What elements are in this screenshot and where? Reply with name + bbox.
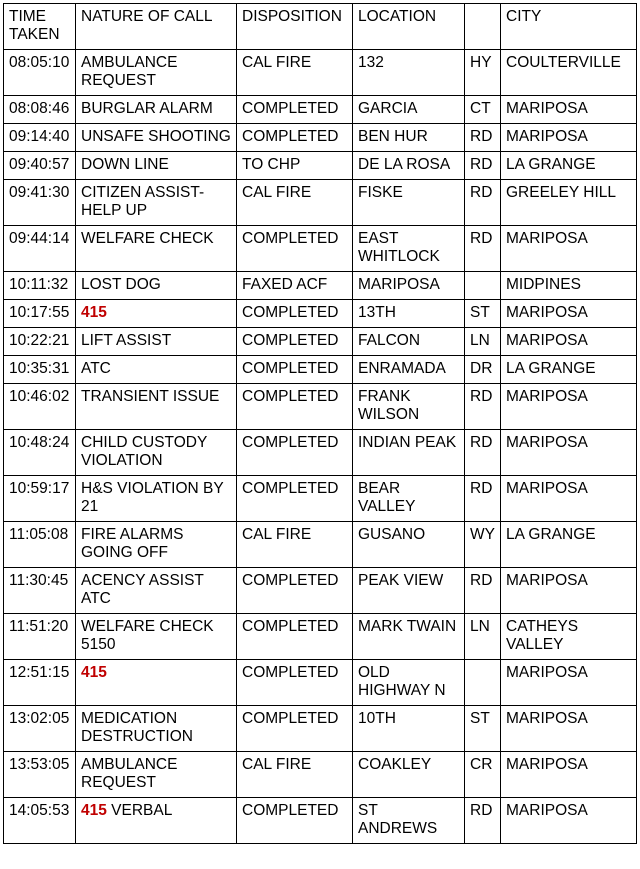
table-row: [4, 226, 637, 272]
column-header-time-taken: TIME TAKEN: [4, 4, 76, 50]
disposition-cell: COMPLETED: [237, 660, 353, 706]
table-row: [4, 180, 637, 226]
table-row: [4, 752, 637, 798]
city-cell: MARIPOSA: [501, 384, 637, 430]
time-cell: 09:40:57: [4, 152, 76, 180]
disposition-cell: COMPLETED: [237, 384, 353, 430]
disposition-cell: COMPLETED: [237, 124, 353, 152]
nature-cell: [76, 522, 237, 568]
street-suffix-cell: RD: [465, 430, 501, 476]
street-suffix-cell: HY: [465, 50, 501, 96]
disposition-cell: COMPLETED: [237, 706, 353, 752]
city-cell: MARIPOSA: [501, 752, 637, 798]
location-cell: ENRAMADA: [353, 356, 465, 384]
nature-text: AMBULANCE REQUEST: [81, 54, 178, 89]
table-row: [4, 798, 637, 844]
column-header-location: LOCATION: [353, 4, 465, 50]
time-cell: 09:14:40: [4, 124, 76, 152]
time-cell: 11:05:08: [4, 522, 76, 568]
table-row: [4, 568, 637, 614]
street-suffix-cell: RD: [465, 124, 501, 152]
street-suffix-cell: RD: [465, 384, 501, 430]
header-row: [4, 4, 637, 50]
time-cell: 08:08:46: [4, 96, 76, 124]
city-cell: LA GRANGE: [501, 522, 637, 568]
city-cell: MARIPOSA: [501, 124, 637, 152]
table-row: [4, 50, 637, 96]
disposition-cell: CAL FIRE: [237, 752, 353, 798]
nature-cell: [76, 614, 237, 660]
nature-cell: [76, 660, 237, 706]
nature-cell: [76, 124, 237, 152]
location-cell: INDIAN PEAK: [353, 430, 465, 476]
location-cell: BEAR VALLEY: [353, 476, 465, 522]
disposition-cell: COMPLETED: [237, 476, 353, 522]
location-cell: 13TH: [353, 300, 465, 328]
location-cell: FISKE: [353, 180, 465, 226]
table-row: [4, 614, 637, 660]
city-cell: MARIPOSA: [501, 430, 637, 476]
nature-cell: [76, 430, 237, 476]
nature-cell: [76, 96, 237, 124]
street-suffix-cell: LN: [465, 614, 501, 660]
table-row: [4, 522, 637, 568]
time-cell: 08:05:10: [4, 50, 76, 96]
time-cell: 09:44:14: [4, 226, 76, 272]
call-code: 415: [81, 304, 107, 321]
nature-text: VERBAL: [106, 802, 173, 819]
table-row: [4, 356, 637, 384]
city-cell: CATHEYS VALLEY: [501, 614, 637, 660]
nature-cell: [76, 50, 237, 96]
nature-text: AMBULANCE REQUEST: [81, 756, 178, 791]
street-suffix-cell: RD: [465, 476, 501, 522]
street-suffix-cell: RD: [465, 798, 501, 844]
nature-cell: [76, 180, 237, 226]
disposition-cell: COMPLETED: [237, 568, 353, 614]
location-cell: MARIPOSA: [353, 272, 465, 300]
nature-text: DOWN LINE: [81, 156, 169, 173]
street-suffix-cell: [465, 272, 501, 300]
time-cell: 10:11:32: [4, 272, 76, 300]
nature-text: FIRE ALARMS GOING OFF: [81, 526, 184, 561]
table-row: [4, 384, 637, 430]
nature-text: MEDICATION DESTRUCTION: [81, 710, 193, 745]
disposition-cell: COMPLETED: [237, 328, 353, 356]
disposition-cell: COMPLETED: [237, 614, 353, 660]
location-cell: ST ANDREWS: [353, 798, 465, 844]
table-row: [4, 96, 637, 124]
time-cell: 10:59:17: [4, 476, 76, 522]
location-cell: DE LA ROSA: [353, 152, 465, 180]
street-suffix-cell: ST: [465, 706, 501, 752]
nature-cell: [76, 226, 237, 272]
nature-cell: [76, 568, 237, 614]
table-row: [4, 476, 637, 522]
column-header-nature-of-call: NATURE OF CALL: [76, 4, 237, 50]
street-suffix-cell: ST: [465, 300, 501, 328]
street-suffix-cell: CT: [465, 96, 501, 124]
time-cell: 11:51:20: [4, 614, 76, 660]
time-cell: 10:22:21: [4, 328, 76, 356]
disposition-cell: CAL FIRE: [237, 522, 353, 568]
city-cell: MARIPOSA: [501, 568, 637, 614]
disposition-cell: FAXED ACF: [237, 272, 353, 300]
call-log-table: [3, 3, 637, 844]
location-cell: PEAK VIEW: [353, 568, 465, 614]
nature-text: BURGLAR ALARM: [81, 100, 213, 117]
time-cell: 12:51:15: [4, 660, 76, 706]
nature-cell: [76, 384, 237, 430]
nature-text: TRANSIENT ISSUE: [81, 388, 220, 405]
nature-cell: [76, 328, 237, 356]
city-cell: MARIPOSA: [501, 226, 637, 272]
location-cell: OLD HIGHWAY N: [353, 660, 465, 706]
nature-cell: [76, 152, 237, 180]
table-row: [4, 430, 637, 476]
nature-text: LOST DOG: [81, 276, 161, 293]
city-cell: MARIPOSA: [501, 328, 637, 356]
city-cell: MARIPOSA: [501, 798, 637, 844]
time-cell: 14:05:53: [4, 798, 76, 844]
location-cell: FRANK WILSON: [353, 384, 465, 430]
nature-cell: [76, 798, 237, 844]
column-header-city: CITY: [501, 4, 637, 50]
street-suffix-cell: WY: [465, 522, 501, 568]
disposition-cell: COMPLETED: [237, 300, 353, 328]
disposition-cell: COMPLETED: [237, 430, 353, 476]
nature-text: WELFARE CHECK 5150: [81, 618, 214, 653]
location-cell: COAKLEY: [353, 752, 465, 798]
street-suffix-cell: RD: [465, 152, 501, 180]
location-cell: EAST WHITLOCK: [353, 226, 465, 272]
table-row: [4, 300, 637, 328]
location-cell: GUSANO: [353, 522, 465, 568]
location-cell: MARK TWAIN: [353, 614, 465, 660]
street-suffix-cell: [465, 660, 501, 706]
disposition-cell: COMPLETED: [237, 96, 353, 124]
table-row: [4, 660, 637, 706]
disposition-cell: CAL FIRE: [237, 50, 353, 96]
time-cell: 10:48:24: [4, 430, 76, 476]
nature-cell: [76, 706, 237, 752]
time-cell: 10:46:02: [4, 384, 76, 430]
city-cell: MARIPOSA: [501, 706, 637, 752]
street-suffix-cell: LN: [465, 328, 501, 356]
nature-cell: [76, 272, 237, 300]
city-cell: MARIPOSA: [501, 660, 637, 706]
nature-text: CHILD CUSTODY VIOLATION: [81, 434, 208, 469]
column-header-disposition: DISPOSITION: [237, 4, 353, 50]
city-cell: MARIPOSA: [501, 300, 637, 328]
call-code: 415: [81, 802, 107, 819]
city-cell: MARIPOSA: [501, 476, 637, 522]
table-row: [4, 328, 637, 356]
nature-text: CITIZEN ASSIST-HELP UP: [81, 184, 205, 219]
nature-text: WELFARE CHECK: [81, 230, 214, 247]
time-cell: 10:35:31: [4, 356, 76, 384]
time-cell: 10:17:55: [4, 300, 76, 328]
disposition-cell: COMPLETED: [237, 356, 353, 384]
nature-text: ATC: [81, 360, 111, 377]
city-cell: MARIPOSA: [501, 96, 637, 124]
time-cell: 13:02:05: [4, 706, 76, 752]
table-row: [4, 152, 637, 180]
location-cell: GARCIA: [353, 96, 465, 124]
location-cell: FALCON: [353, 328, 465, 356]
table-row: [4, 706, 637, 752]
location-cell: BEN HUR: [353, 124, 465, 152]
disposition-cell: TO CHP: [237, 152, 353, 180]
table-row: [4, 124, 637, 152]
street-suffix-cell: CR: [465, 752, 501, 798]
nature-text: ACENCY ASSIST ATC: [81, 572, 204, 607]
table-row: [4, 272, 637, 300]
time-cell: 13:53:05: [4, 752, 76, 798]
table-body: [4, 50, 637, 844]
call-code: 415: [81, 664, 107, 681]
city-cell: MIDPINES: [501, 272, 637, 300]
disposition-cell: COMPLETED: [237, 226, 353, 272]
city-cell: COULTERVILLE: [501, 50, 637, 96]
disposition-cell: CAL FIRE: [237, 180, 353, 226]
street-suffix-cell: RD: [465, 180, 501, 226]
location-cell: 10TH: [353, 706, 465, 752]
nature-cell: [76, 752, 237, 798]
city-cell: LA GRANGE: [501, 152, 637, 180]
nature-text: H&S VIOLATION BY 21: [81, 480, 224, 515]
nature-text: UNSAFE SHOOTING: [81, 128, 231, 145]
street-suffix-cell: RD: [465, 568, 501, 614]
column-header-street-suffix: [465, 4, 501, 50]
street-suffix-cell: DR: [465, 356, 501, 384]
time-cell: 11:30:45: [4, 568, 76, 614]
nature-cell: [76, 300, 237, 328]
street-suffix-cell: RD: [465, 226, 501, 272]
nature-cell: [76, 476, 237, 522]
city-cell: LA GRANGE: [501, 356, 637, 384]
city-cell: GREELEY HILL: [501, 180, 637, 226]
location-cell: 132: [353, 50, 465, 96]
time-cell: 09:41:30: [4, 180, 76, 226]
disposition-cell: COMPLETED: [237, 798, 353, 844]
nature-text: LIFT ASSIST: [81, 332, 172, 349]
nature-cell: [76, 356, 237, 384]
